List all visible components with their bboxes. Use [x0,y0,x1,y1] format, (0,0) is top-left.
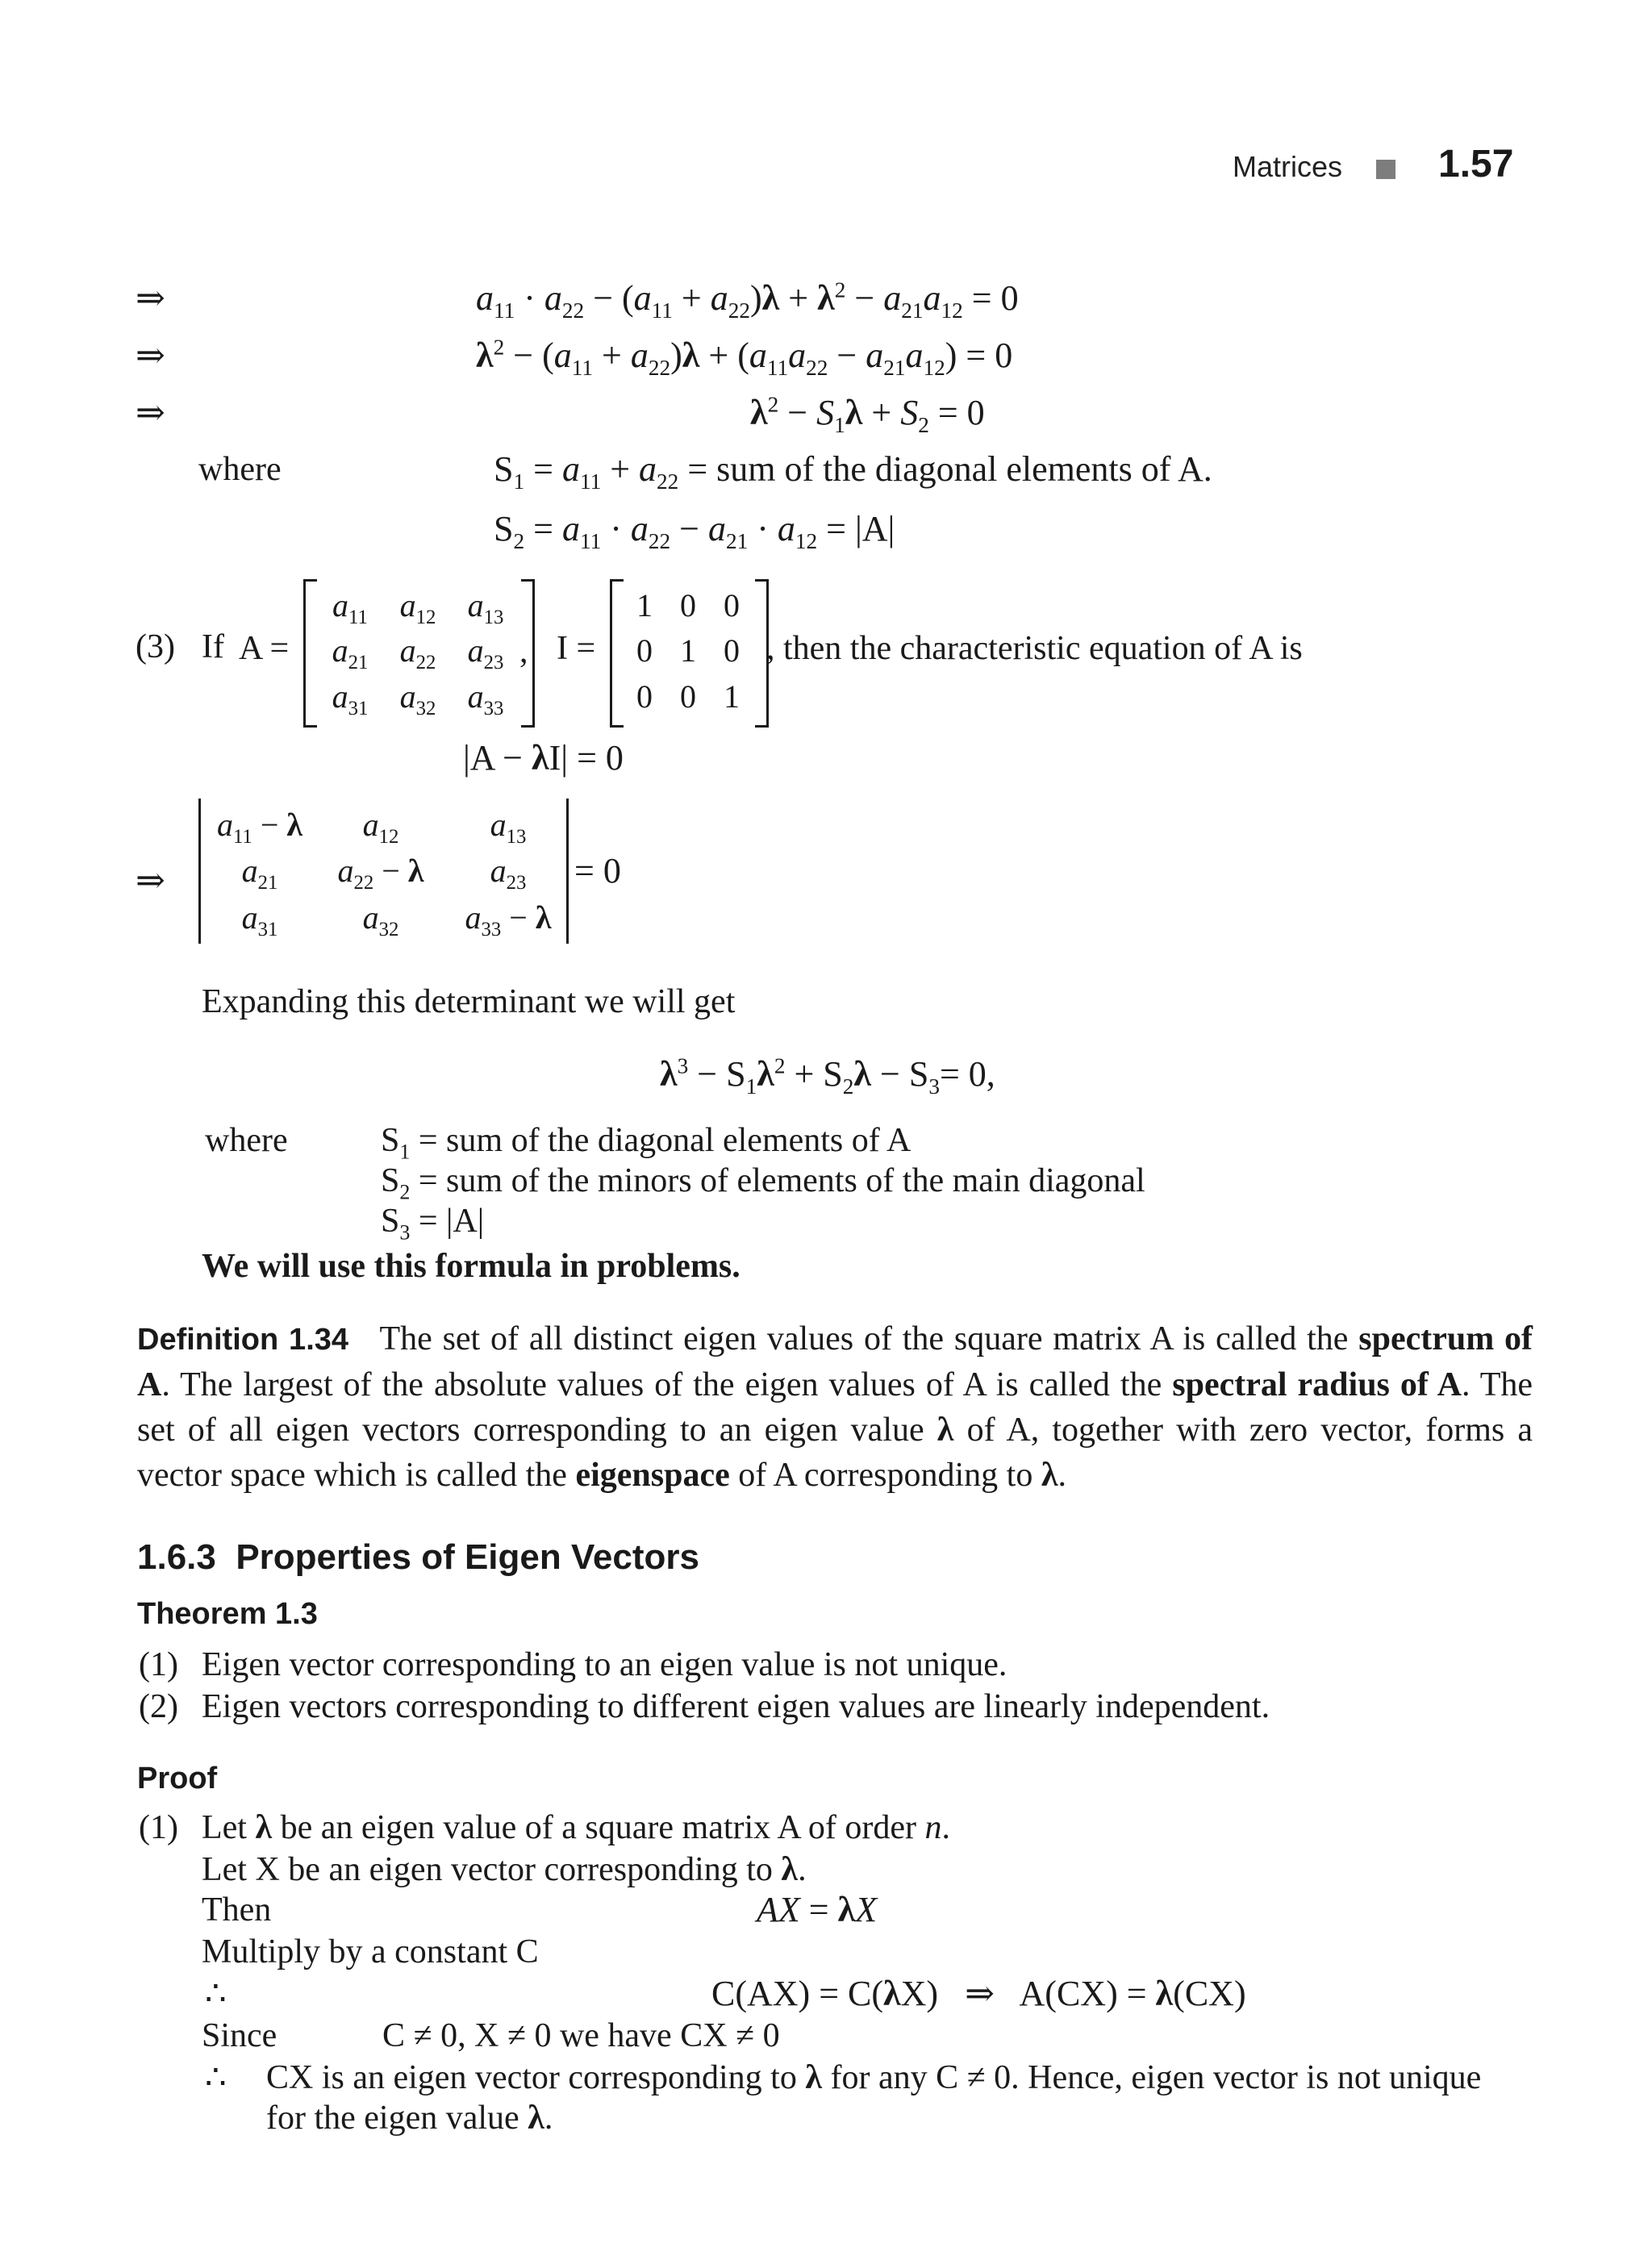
matrix-I-entry: 0 [680,586,696,623]
matrix-I-entry: 0 [636,632,653,669]
A-equals-label: A = [239,630,290,667]
matrix-I-entry: 0 [724,632,740,669]
I-equals-label: I = [557,630,596,667]
determinant-right-bar [566,799,569,944]
matrix-A-entry: $a_{22}$ [399,632,436,674]
s1-definition: $S_1$ = sum of the diagonal elements of A [381,1122,912,1164]
matrix-I-entry: 0 [724,586,740,623]
eigen-equation: AX = λX [757,1890,878,1929]
proof-line-1: Let λ be an eigen value of a square matrix A of order n. [202,1809,950,1846]
definition-paragraph: Definition 1.34 The set of all distinct eigen values of the square matrix A is called the spectrum of A. The largest of the absolute values of the eigen values of A is called the spectral radius of A. The set of all eigen vectors corresponding to an eigen value λ of A, together with zero vector, forms a vector space which is called the eigenspace of A corresponding to λ. [137,1320,1533,1494]
proof-item-number: (1) [139,1809,178,1846]
proof-conclusion-line-1: CX is an eigen vector corresponding to λ for any C ≠ 0. Hence, eigen vector is not unique [266,2059,1482,2096]
cubic-characteristic-equation: $\lambda^3 - S_1\lambda^2 + S_2\lambda - S_3= 0$, [660,1053,995,1099]
characteristic-equation: |A − λI| = 0 [463,738,624,778]
s1-definition-2x2: $S_1 = a_{11} + a_{22}$ = sum of the diagonal elements of A. [494,449,1212,494]
definition-label: Definition 1.34 [137,1323,349,1357]
s3-definition: $S_3 = |A|$ [381,1203,485,1245]
theorem-item-text: Eigen vector corresponding to an eigen value is not unique. [202,1646,1007,1683]
comma: , [519,633,528,670]
determinant-left-bar [198,799,201,944]
implies-arrow: ⇒ [136,393,165,432]
implies-arrow: ⇒ [136,861,165,900]
equation-line-1: $a_{11} \cdot a_{22} - (a_{11} + a_{22})\lambda + \lambda^2 - a_{21}a_{12} = 0$ [476,277,1019,323]
matrix-A-entry: $a_{13}$ [467,586,504,628]
then-label: Then [202,1891,272,1929]
matrix-A-entry: $a_{12}$ [399,586,436,628]
matrix-A-entry: $a_{31}$ [332,678,369,720]
section-heading: 1.6.3 Properties of Eigen Vectors [137,1537,699,1577]
therefore-symbol: ∴ [205,1975,227,2012]
therefore-symbol: ∴ [205,2059,227,2096]
matrix-I-entry: 1 [636,586,653,623]
multiply-text: Multiply by a constant C [202,1933,539,1970]
matrix-A-entry: $a_{33}$ [467,678,504,720]
matrix-A-entry: $a_{32}$ [399,678,436,720]
theorem-item-number: (2) [139,1688,178,1725]
determinant-entries: $a_{11} - \lambda$ $a_{12}$ $a_{13}$ $a_{21}$ $a_{22} - \lambda$ $a_{23}$ $a_{31}$ $a_{32}$ $a_{33} - \lambda$ [216,807,552,940]
matrix-I-entry: 0 [636,678,653,715]
theorem-item-text: Eigen vectors corresponding to different eigen values are linearly independent. [202,1688,1270,1725]
matrix-A-entry: $a_{11}$ [332,586,368,628]
theorem-label: Theorem 1.3 [137,1597,318,1631]
matrix-I-entry: 1 [724,678,740,715]
item-number: (3) [136,628,175,665]
matrix-A-entry: $a_{23}$ [467,632,504,674]
running-header-chapter: Matrices [1233,150,1343,183]
page-number: 1.57 [1438,143,1514,186]
where-label: where [198,451,282,488]
s2-definition: $S_2$ = sum of the minors of elements of the main diagonal [381,1162,1145,1204]
where-label: where [205,1122,288,1159]
proof-line-2: Let X be an eigen vector corresponding to λ. [202,1851,807,1888]
s2-definition-2x2: $S_2 = a_{11} \cdot a_{22} - a_{21} \cdot a_{12} = |A|$ [494,509,895,553]
implies-arrow: ⇒ [136,336,165,375]
since-label: Since [202,2017,277,2054]
header-square-icon [1376,160,1395,179]
since-text: C ≠ 0, X ≠ 0 we have CX ≠ 0 [382,2017,780,2054]
proof-conclusion-line-2: for the eigen value λ. [266,2100,553,2137]
equation-line-2: $\lambda^2 - (a_{11} + a_{22})\lambda + (a_{11}a_{22} - a_{21}a_{12}) = 0$ [476,335,1013,380]
matrix-A-left-bracket [303,579,317,728]
then-text: , then the characteristic equation of A is [766,630,1303,667]
determinant-equals-zero: = 0 [574,851,621,890]
matrix-I-entry: 1 [680,632,696,669]
implies-arrow: ⇒ [136,278,165,318]
matrix-I [623,582,753,719]
matrix-I-left-bracket [610,579,624,728]
theorem-item-number: (1) [139,1646,178,1683]
if-label: If [202,628,224,665]
proof-label: Proof [137,1762,218,1795]
matrix-I-entry: 0 [680,678,696,715]
scaled-eigen-equation: C(AX) = C(λX) ⇒ A(CX) = λ(CX) [711,1974,1246,2013]
formula-note: We will use this formula in problems. [202,1248,740,1285]
matrix-A [316,582,519,719]
matrix-A-entry: $a_{21}$ [332,632,369,674]
expanding-text: Expanding this determinant we will get [202,983,736,1020]
equation-line-3: $\lambda^2 - S_1\lambda + S_2 = 0$ [750,392,985,437]
